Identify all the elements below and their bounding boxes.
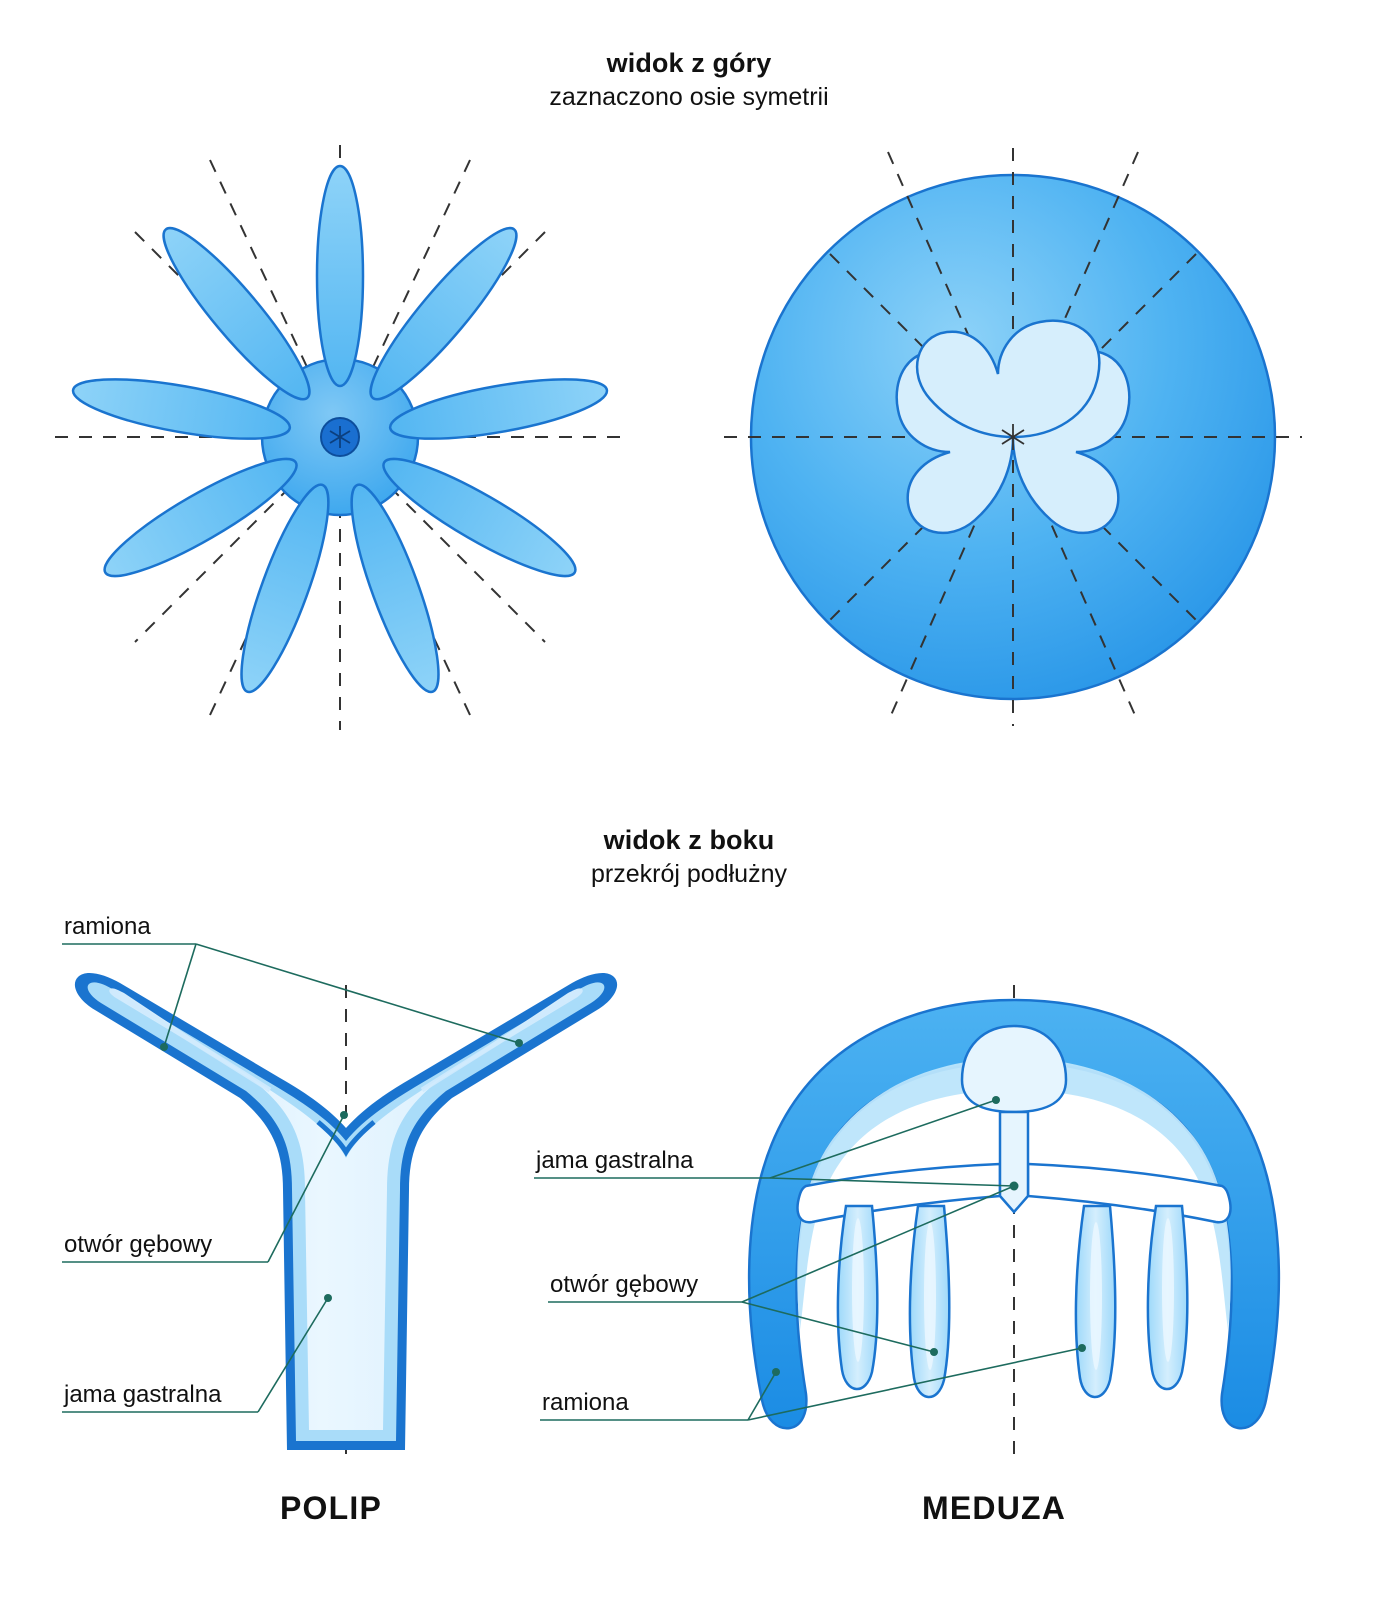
medusa-manubrium — [1000, 1112, 1028, 1212]
label-polyp-arms: ramiona — [64, 913, 151, 940]
side-view-title: widok z boku — [603, 825, 775, 855]
label-medusa-arms: ramiona — [542, 1389, 629, 1416]
side-view-subtitle: przekrój podłużny — [591, 860, 787, 888]
caption-medusa: MEDUZA — [922, 1490, 1067, 1526]
medusa-top-view — [724, 148, 1302, 726]
label-medusa-mouth: otwór gębowy — [550, 1271, 699, 1298]
top-view-title: widok z góry — [606, 48, 772, 78]
label-polyp-gastric-cavity: jama gastralna — [64, 1381, 222, 1408]
label-medusa-gastric-cavity: jama gastralna — [536, 1147, 694, 1174]
top-view-subtitle: zaznaczono osie symetrii — [549, 83, 829, 111]
side-view-heading — [0, 825, 1378, 889]
medusa-side-view — [749, 985, 1279, 1462]
medusa-gastric-cavity-shape — [962, 1026, 1066, 1112]
medusa-side-arms — [838, 1206, 1187, 1397]
polyp-top-view — [55, 145, 630, 730]
caption-polyp: POLIP — [280, 1490, 383, 1526]
label-polyp-mouth: otwór gębowy — [64, 1231, 213, 1258]
